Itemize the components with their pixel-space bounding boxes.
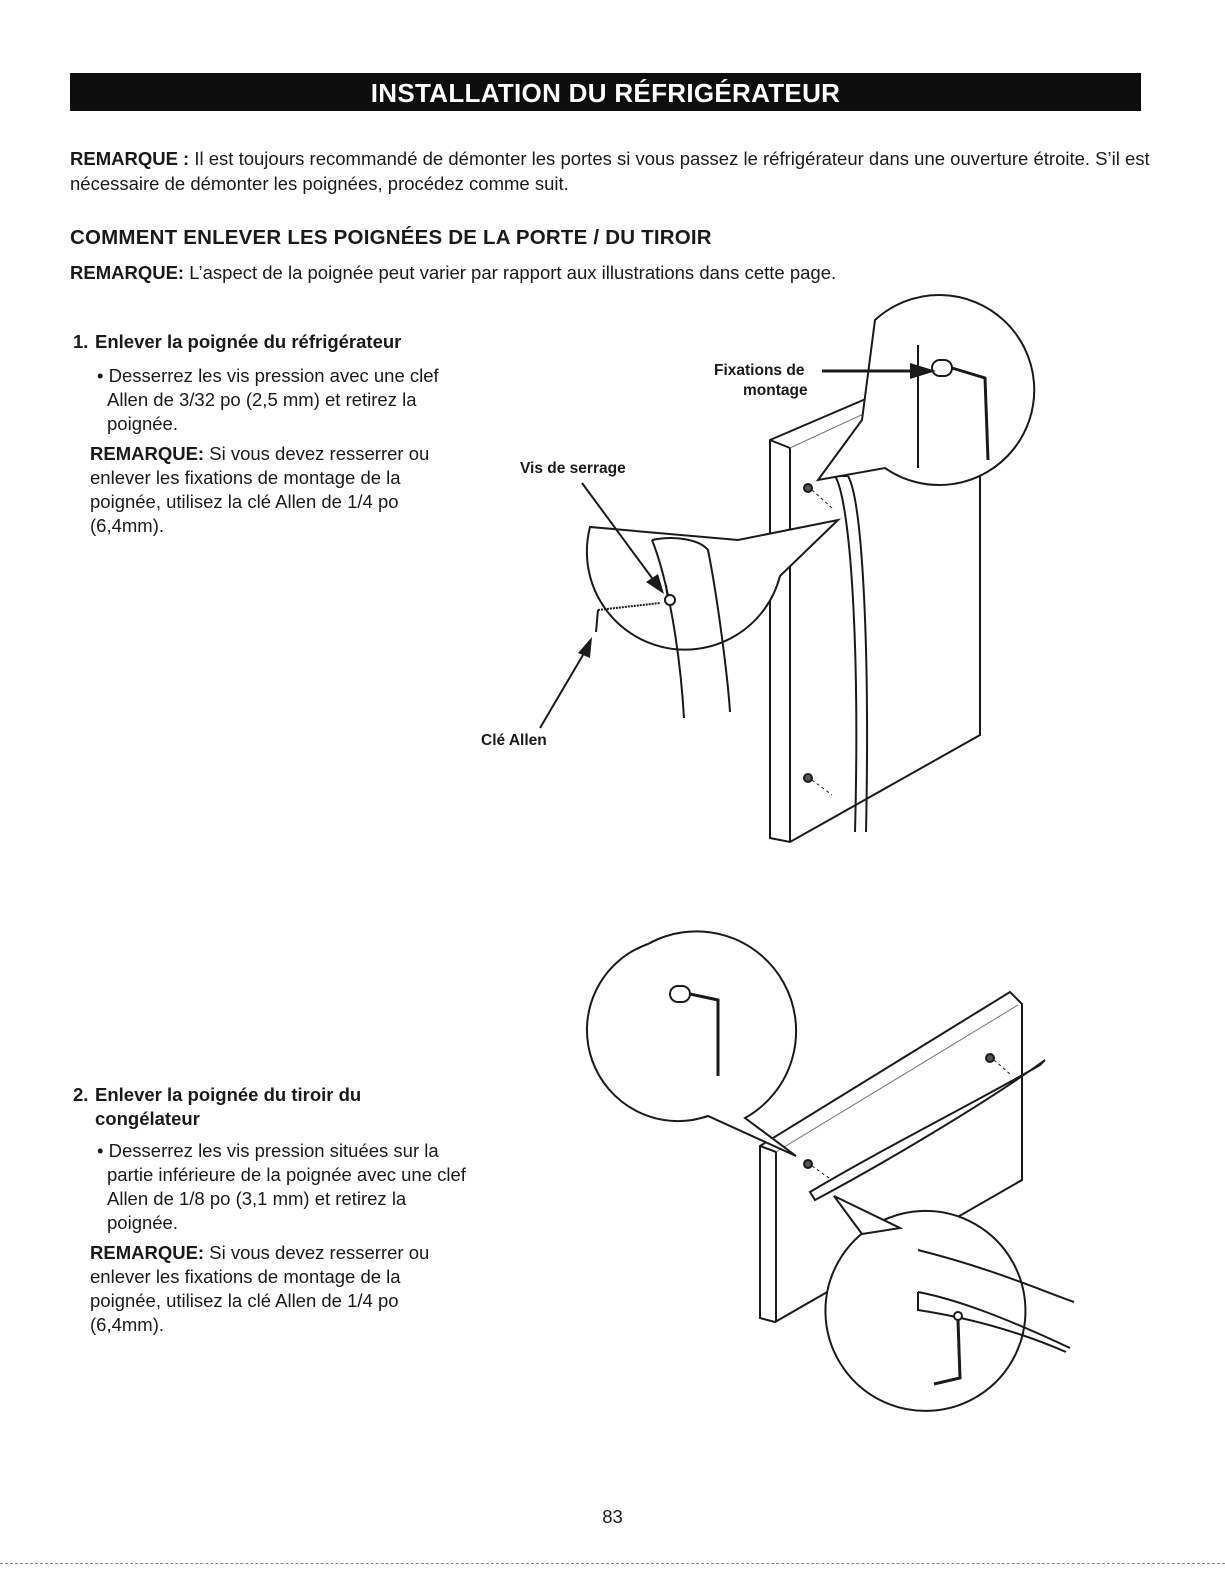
bottom-divider: [0, 1563, 1225, 1564]
label-fixations-de-montage-2: montage: [743, 382, 808, 399]
step-2-note-label: REMARQUE:: [90, 1242, 205, 1263]
section-note-label: REMARQUE:: [70, 262, 185, 283]
label-fixations-de-montage-1: Fixations de: [714, 362, 805, 379]
figure-2-top-magnifier: [587, 931, 796, 1156]
step-2-title-cont: congélateur: [95, 1108, 200, 1129]
figure-2-bottom-magnifier: [825, 1196, 1074, 1411]
label-cle-allen: Clé Allen: [481, 732, 547, 749]
page-number: 83: [602, 1506, 623, 1527]
step-2-number: 2.: [73, 1084, 89, 1105]
step-2-bullet-text: Desserrez les vis pression situées sur la partie inférieure de la poignée avec une clef Allen de 1/8 po (3,1 mm) et retirez la poignée.: [107, 1140, 466, 1233]
label-vis-de-serrage: Vis de serrage: [520, 460, 626, 477]
intro-remark-label: REMARQUE :: [70, 148, 190, 169]
step-1-title-text: Enlever la poignée du réfrigérateur: [95, 331, 402, 352]
intro-remark-text: Il est toujours recommandé de démonter les portes si vous passez le réfrigérateur dans une ouverture étroite. S’il est nécessaire de démonter les poignées, procédez comme suit.: [70, 148, 1150, 194]
page-banner-title: INSTALLATION DU RÉFRIGÉRATEUR: [70, 73, 1141, 111]
section-title: COMMENT ENLEVER LES POIGNÉES DE LA PORTE / DU TIROIR: [70, 226, 712, 249]
section-note-text: L’aspect de la poignée peut varier par rapport aux illustrations dans cette page.: [184, 262, 837, 283]
step-1-number: 1.: [73, 331, 89, 352]
step-1-note-text: Si vous devez resserrer ou enlever les fixations de montage de la poignée, utilisez la clé Allen de 1/4 po (6,4mm).: [90, 443, 430, 536]
step-2-note-text: Si vous devez resserrer ou enlever les fixations de montage de la poignée, utilisez la clé Allen de 1/4 po (6,4mm).: [90, 1242, 430, 1335]
figure-1-top-magnifier: [818, 295, 1034, 485]
step-2-title-text: Enlever la poignée du tiroir du: [95, 1084, 362, 1105]
step-2-bullet: • Desserrez les vis pression situées sur la partie inférieure de la poignée avec une clef Allen de 1/8 po (3,1 mm) et retirez la poignée.: [97, 1140, 466, 1233]
step-1-bullet-text: Desserrez les vis pression avec une clef Allen de 3/32 po (2,5 mm) et retirez la poignée.: [107, 365, 439, 434]
step-1-note-label: REMARQUE:: [90, 443, 205, 464]
step-1-bullet: • Desserrez les vis pression avec une clef Allen de 3/32 po (2,5 mm) et retirez la poignée.: [97, 365, 439, 434]
